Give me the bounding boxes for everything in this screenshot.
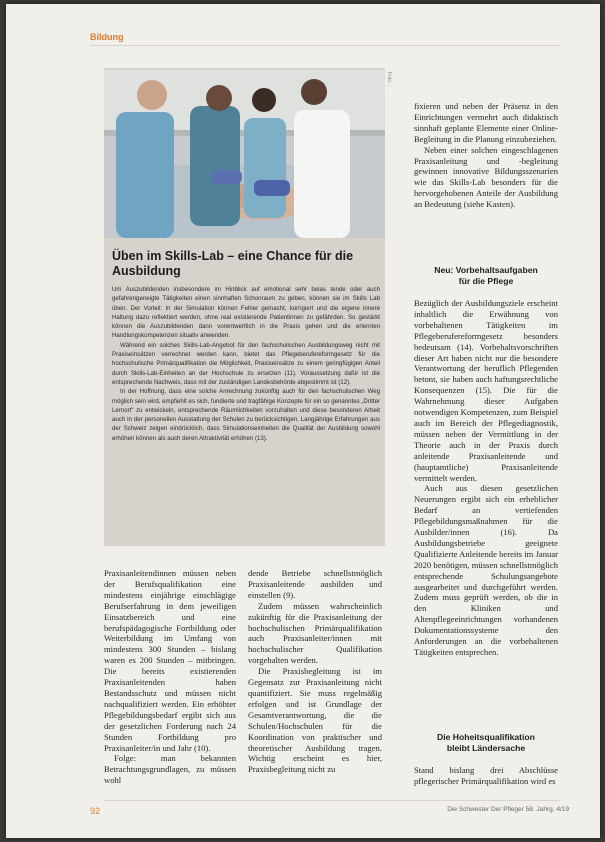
subheading-line: für die Pflege: [458, 276, 514, 286]
box-title: Üben im Skills-Lab – eine Chance für die Ausbildung: [112, 249, 354, 278]
body-column-3-middle: [414, 298, 558, 658]
subheading-hoheitsqualifikation: [414, 732, 558, 754]
subheading-line: bleibt Ländersache: [446, 743, 526, 753]
body-paragraph: Die Praxisbegleitung ist im Gegensatz zur Praxisanleitung nicht quantifiziert. Sie muss regelmäßig erfolgen und ist Grundlage der Gesamtverantwortung, die die Schulen/Hochschulen für die Koordination von praktischer und theoretischer Ausbildung tragen. Wichtig erscheint es hier, Praxisbegleitung nicht zu: [248, 666, 382, 775]
body-paragraph: Neben einer solchen eingeschlagenen Praxisanleitung und -begleitung gewinnen innovative Bildungsszenarien wie das Skills-Lab besonders für die hervorgehobenen Anteile der Ausbildung an Bedeutung (siehe Kasten).: [414, 144, 558, 210]
body-column-1: [104, 568, 236, 786]
body-column-3-top: [414, 101, 558, 210]
body-paragraph: fixieren und neben der Präsenz in den Einrichtungen vermehrt auch didaktisch sinnhaft geplante Elemente einer Online-Begleitung in die Planung einzubeziehen.: [414, 101, 558, 144]
body-paragraph: Bezüglich der Ausbildungsziele erscheint inhaltlich die Erwähnung von vorbehaltenen Tätigkeiten im Pflegeberufereformgesetz besonders bedeutsam (14). Vorbehaltsvorschriften dieser Art haben nicht nur die besondere Verantwortung der beruflich Pflegenden betont, sie haben auch haftungsrechtliche Konsequenzen (15). Die für die Wahrnehmung dieser Aufgaben notwendigen Kompetenzen, zum Beispiel auch im Bereich der Pflegediagnostik, müssen neben der Vermittlung in der Theorie auch in der Praxis durch anleitende Praxisanleitende und (hauptamtliche) Praxisanleitende vermittelt werden.: [414, 298, 558, 483]
page-number: 92: [90, 806, 101, 816]
footer-rule: [104, 800, 560, 801]
body-column-3-bottom: [414, 765, 558, 787]
subheading-line: Die Hoheitsqualifikation: [437, 732, 535, 742]
body-paragraph: Stand bislang drei Abschlüsse pflegerischer Primärqualifikation wird es: [414, 765, 558, 786]
photo-credit: Foto: ...: [386, 72, 392, 89]
body-paragraph: dende Betriebe schnellstmöglich Praxisanleitende ausbilden und einstellen (9).: [248, 568, 382, 600]
training-photo: [104, 70, 385, 238]
publication-info: Die Schwester Der Pfleger 58. Jahrg. 4/19: [447, 806, 569, 813]
section-label: Bildung: [90, 32, 124, 42]
body-paragraph: Folge: man bekannten Betrachtungsgrundlagen, zu müssen wohl: [104, 753, 236, 786]
photo-illustration: [104, 70, 385, 238]
header-rule: [90, 45, 560, 46]
box-paragraph: Während ein solches Skills-Lab-Angebot für den fachschulischen Ausbildungsweg nicht mit Praxiseinsätzen verrechnet werden kann, bietet das Pflegeberufereformgesetz für die hochschulische Primärqualifikation die Möglichkeit, Praxiseinsätze zu einem geringfügigen Anteil durch Skills-Lab-Einheiten an der Hochschule zu ersetzen (11). Voraussetzung dafür ist die entsprechende Nachweis, dass mit der zuständigen Landesbehörde abgestimmt ist (12).: [112, 341, 380, 386]
box-paragraph: In der Hoffnung, dass eine solche Anrechnung zukünftig auch für den fachschulischen Weg möglich sein wird, empfiehlt es sich, fundierte und tragfähige Konzepte für ein so genanntes „Dritter Lernort" zu entwickeln, entsprechende Räumlichkeiten vorzuhalten und diese besonderen Arbeit auch in der personellen Ausstattung der Schulen zu berücksichtigen. Langjährige Erfahrungen aus der Schweiz zeigen eindrücklich, dass Simulationseinheiten die Qualität der Ausbildung sowohl erhöhen können als auch deren Attraktivität erhöhen (13).: [112, 388, 380, 442]
body-column-2: [248, 568, 382, 775]
box-paragraph: Um Auszubildenden insbesondere im Hinblick auf emotional sehr belas tende oder auch gefahrengeneigte Tätigkeiten einen sinnhaften Schonraum zu geben, können sie im Skills Lab üben. Der Vorteil: In der Simulation können Fehler gemacht, korrigiert und die eigene innere Haltung dazu reflektiert werden, ohne real existierende Patientinnen zu gefährden. So gestärkt können die Auszubildenden dann vorentwertlich in die Praxis gehen und die erlernten Handlungskompetenzen situativ anwenden.: [112, 286, 380, 340]
body-paragraph: Zudem müssen wahrscheinlich zukünftig für die Praxisanleitung der hochschulischen Primärqualifikation auch Praxisanleiter/innen mit hochschulischer Qualifikation vorgehalten werden.: [248, 600, 382, 666]
subheading-line: Neu: Vorbehaltsaufgaben: [434, 265, 538, 275]
subheading-vorbehaltsaufgaben: [414, 265, 558, 287]
body-paragraph: Auch aus diesen gesetzlichen Neuerungen ergibt sich ein erheblicher Bedarf an vertiefenden Pflegebildungsmaßnahmen für die Ausbilder/innen (16). Da Ausbildungsbetriebe geeignete Qualifizierte Anleitende bereits im Januar 2020 benötigen, müssen schnellstmöglich entsprechende Schulungsangebote ausgearbeitet und durchgeführt werden. Zudem muss geprüft werden, ob die in den Kliniken und Altenpflegeeinrichtungen vorhandenen Dokumentationssysteme den Anforderungen an die vorbehaltenen Tätigkeiten entsprechen.: [414, 483, 558, 657]
body-paragraph: Praxisanleitendinnen müssen neben der Berufsqualifikation eine mindestens einjährige einschlägige Berufserfahrung in dem jeweiligen Einsatzbereich und eine berufspädagogische Fortbildung oder Weiterbildung im Umfang von mindestens 300 Stunden – bislang waren es 200 Stunden – mitbringen. Die bereits existierenden Praxisanleitenden haben Bestandsschutz und müssen nicht nachqualifiziert werden. Ein erhöhter Pflegebildungsbedarf ergibt sich aus der gesetzlichen Forderung nach 24 Stunden Fortbildung pro Praxisanleiter/in und Jahr (10).: [104, 568, 236, 753]
box-body: [112, 285, 380, 443]
